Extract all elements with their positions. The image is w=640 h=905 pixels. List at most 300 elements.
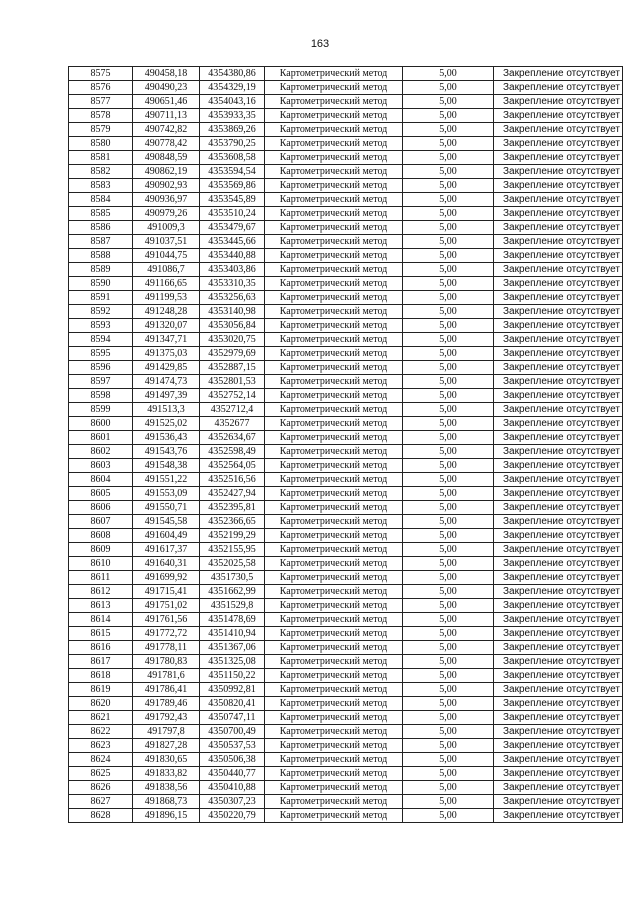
table-row <box>69 305 623 319</box>
table-row <box>69 431 623 445</box>
accuracy-cell: 5,00 <box>403 165 494 179</box>
fixation-cell: Закрепление отсутствует <box>494 431 623 445</box>
accuracy-cell: 5,00 <box>403 683 494 697</box>
coord-x: 491751,02 <box>133 599 200 613</box>
table-row <box>69 109 623 123</box>
table-row <box>69 389 623 403</box>
coord-y: 4353933,35 <box>200 109 265 123</box>
method-cell: Картометрический метод <box>265 347 403 361</box>
accuracy-cell: 5,00 <box>403 123 494 137</box>
table-row <box>69 753 623 767</box>
coord-x: 491320,07 <box>133 319 200 333</box>
method-cell: Картометрический метод <box>265 249 403 263</box>
point-number: 8614 <box>69 613 133 627</box>
method-cell: Картометрический метод <box>265 529 403 543</box>
point-number: 8586 <box>69 221 133 235</box>
method-cell: Картометрический метод <box>265 809 403 823</box>
coord-x: 491086,7 <box>133 263 200 277</box>
fixation-cell: Закрепление отсутствует <box>494 669 623 683</box>
accuracy-cell: 5,00 <box>403 291 494 305</box>
method-cell: Картометрический метод <box>265 95 403 109</box>
method-cell: Картометрический метод <box>265 739 403 753</box>
fixation-cell: Закрепление отсутствует <box>494 417 623 431</box>
point-number: 8589 <box>69 263 133 277</box>
point-number: 8604 <box>69 473 133 487</box>
coord-y: 4352979,69 <box>200 347 265 361</box>
accuracy-cell: 5,00 <box>403 711 494 725</box>
fixation-cell: Закрепление отсутствует <box>494 571 623 585</box>
accuracy-cell: 5,00 <box>403 249 494 263</box>
method-cell: Картометрический метод <box>265 179 403 193</box>
coord-y: 4353608,58 <box>200 151 265 165</box>
coord-y: 4353403,86 <box>200 263 265 277</box>
coord-x: 491797,8 <box>133 725 200 739</box>
fixation-cell: Закрепление отсутствует <box>494 557 623 571</box>
table-row <box>69 655 623 669</box>
table-row <box>69 319 623 333</box>
accuracy-cell: 5,00 <box>403 375 494 389</box>
fixation-cell: Закрепление отсутствует <box>494 361 623 375</box>
point-number: 8592 <box>69 305 133 319</box>
accuracy-cell: 5,00 <box>403 431 494 445</box>
coord-x: 491838,56 <box>133 781 200 795</box>
coord-y: 4351325,08 <box>200 655 265 669</box>
table-row <box>69 473 623 487</box>
coord-y: 4353310,35 <box>200 277 265 291</box>
fixation-cell: Закрепление отсутствует <box>494 165 623 179</box>
accuracy-cell: 5,00 <box>403 389 494 403</box>
method-cell: Картометрический метод <box>265 235 403 249</box>
point-number: 8575 <box>69 67 133 81</box>
method-cell: Картометрический метод <box>265 627 403 641</box>
accuracy-cell: 5,00 <box>403 753 494 767</box>
method-cell: Картометрический метод <box>265 697 403 711</box>
point-number: 8610 <box>69 557 133 571</box>
accuracy-cell: 5,00 <box>403 725 494 739</box>
coord-y: 4351529,8 <box>200 599 265 613</box>
point-number: 8597 <box>69 375 133 389</box>
method-cell: Картометрический метод <box>265 669 403 683</box>
table-row <box>69 585 623 599</box>
fixation-cell: Закрепление отсутствует <box>494 179 623 193</box>
coord-y: 4353869,26 <box>200 123 265 137</box>
accuracy-cell: 5,00 <box>403 767 494 781</box>
coord-x: 491868,73 <box>133 795 200 809</box>
method-cell: Картометрический метод <box>265 333 403 347</box>
table-row <box>69 291 623 305</box>
coord-x: 491037,51 <box>133 235 200 249</box>
fixation-cell: Закрепление отсутствует <box>494 67 623 81</box>
table-row <box>69 459 623 473</box>
method-cell: Картометрический метод <box>265 389 403 403</box>
point-number: 8603 <box>69 459 133 473</box>
accuracy-cell: 5,00 <box>403 529 494 543</box>
coord-y: 4351150,22 <box>200 669 265 683</box>
fixation-cell: Закрепление отсутствует <box>494 655 623 669</box>
method-cell: Картометрический метод <box>265 585 403 599</box>
coord-x: 491548,38 <box>133 459 200 473</box>
accuracy-cell: 5,00 <box>403 81 494 95</box>
coord-y: 4350747,11 <box>200 711 265 725</box>
accuracy-cell: 5,00 <box>403 361 494 375</box>
fixation-cell: Закрепление отсутствует <box>494 333 623 347</box>
coord-y: 4353056,84 <box>200 319 265 333</box>
table-row <box>69 501 623 515</box>
coord-x: 491550,71 <box>133 501 200 515</box>
method-cell: Картометрический метод <box>265 123 403 137</box>
coord-x: 491474,73 <box>133 375 200 389</box>
coord-y: 4353510,24 <box>200 207 265 221</box>
fixation-cell: Закрепление отсутствует <box>494 151 623 165</box>
method-cell: Картометрический метод <box>265 711 403 725</box>
coord-y: 4353569,86 <box>200 179 265 193</box>
point-number: 8612 <box>69 585 133 599</box>
accuracy-cell: 5,00 <box>403 599 494 613</box>
accuracy-cell: 5,00 <box>403 221 494 235</box>
coord-x: 491525,02 <box>133 417 200 431</box>
method-cell: Картометрический метод <box>265 445 403 459</box>
table-row <box>69 809 623 823</box>
table-row <box>69 193 623 207</box>
coord-x: 491896,15 <box>133 809 200 823</box>
table-row <box>69 403 623 417</box>
fixation-cell: Закрепление отсутствует <box>494 389 623 403</box>
coord-x: 491640,31 <box>133 557 200 571</box>
point-number: 8588 <box>69 249 133 263</box>
accuracy-cell: 5,00 <box>403 319 494 333</box>
coord-x: 491699,92 <box>133 571 200 585</box>
accuracy-cell: 5,00 <box>403 235 494 249</box>
point-number: 8606 <box>69 501 133 515</box>
fixation-cell: Закрепление отсутствует <box>494 627 623 641</box>
accuracy-cell: 5,00 <box>403 403 494 417</box>
accuracy-cell: 5,00 <box>403 543 494 557</box>
point-number: 8596 <box>69 361 133 375</box>
accuracy-cell: 5,00 <box>403 739 494 753</box>
table-row <box>69 795 623 809</box>
coord-y: 4352598,49 <box>200 445 265 459</box>
coord-x: 491375,03 <box>133 347 200 361</box>
method-cell: Картометрический метод <box>265 473 403 487</box>
method-cell: Картометрический метод <box>265 81 403 95</box>
table-row <box>69 333 623 347</box>
method-cell: Картометрический метод <box>265 487 403 501</box>
method-cell: Картометрический метод <box>265 613 403 627</box>
coord-x: 491248,28 <box>133 305 200 319</box>
fixation-cell: Закрепление отсутствует <box>494 319 623 333</box>
fixation-cell: Закрепление отсутствует <box>494 529 623 543</box>
coord-y: 4350440,77 <box>200 767 265 781</box>
method-cell: Картометрический метод <box>265 557 403 571</box>
point-number: 8616 <box>69 641 133 655</box>
fixation-cell: Закрепление отсутствует <box>494 207 623 221</box>
point-number: 8613 <box>69 599 133 613</box>
coord-y: 4351730,5 <box>200 571 265 585</box>
coord-y: 4352712,4 <box>200 403 265 417</box>
coord-y: 4352366,65 <box>200 515 265 529</box>
coord-x: 490848,59 <box>133 151 200 165</box>
coord-x: 491199,53 <box>133 291 200 305</box>
coord-y: 4350700,49 <box>200 725 265 739</box>
table-row <box>69 235 623 249</box>
method-cell: Картометрический метод <box>265 543 403 557</box>
table-row <box>69 767 623 781</box>
point-number: 8598 <box>69 389 133 403</box>
coord-y: 4352887,15 <box>200 361 265 375</box>
method-cell: Картометрический метод <box>265 375 403 389</box>
point-number: 8628 <box>69 809 133 823</box>
coord-y: 4350992,81 <box>200 683 265 697</box>
method-cell: Картометрический метод <box>265 207 403 221</box>
accuracy-cell: 5,00 <box>403 109 494 123</box>
fixation-cell: Закрепление отсутствует <box>494 277 623 291</box>
coord-x: 491553,09 <box>133 487 200 501</box>
point-number: 8621 <box>69 711 133 725</box>
fixation-cell: Закрепление отсутствует <box>494 739 623 753</box>
fixation-cell: Закрепление отсутствует <box>494 543 623 557</box>
coord-x: 490862,19 <box>133 165 200 179</box>
accuracy-cell: 5,00 <box>403 193 494 207</box>
point-number: 8617 <box>69 655 133 669</box>
table-row <box>69 95 623 109</box>
coord-x: 491543,76 <box>133 445 200 459</box>
fixation-cell: Закрепление отсутствует <box>494 291 623 305</box>
table-row <box>69 571 623 585</box>
accuracy-cell: 5,00 <box>403 207 494 221</box>
method-cell: Картометрический метод <box>265 683 403 697</box>
point-number: 8579 <box>69 123 133 137</box>
method-cell: Картометрический метод <box>265 641 403 655</box>
point-number: 8605 <box>69 487 133 501</box>
coord-x: 491513,3 <box>133 403 200 417</box>
coord-x: 491545,58 <box>133 515 200 529</box>
point-number: 8578 <box>69 109 133 123</box>
coord-x: 491786,41 <box>133 683 200 697</box>
fixation-cell: Закрепление отсутствует <box>494 81 623 95</box>
table-row <box>69 627 623 641</box>
table-row <box>69 641 623 655</box>
accuracy-cell: 5,00 <box>403 571 494 585</box>
point-number: 8615 <box>69 627 133 641</box>
fixation-cell: Закрепление отсутствует <box>494 487 623 501</box>
accuracy-cell: 5,00 <box>403 781 494 795</box>
coord-x: 490979,26 <box>133 207 200 221</box>
fixation-cell: Закрепление отсутствует <box>494 403 623 417</box>
method-cell: Картометрический метод <box>265 725 403 739</box>
coord-y: 4350410,88 <box>200 781 265 795</box>
fixation-cell: Закрепление отсутствует <box>494 193 623 207</box>
coord-x: 491780,83 <box>133 655 200 669</box>
coord-y: 4352564,05 <box>200 459 265 473</box>
method-cell: Картометрический метод <box>265 501 403 515</box>
method-cell: Картометрический метод <box>265 403 403 417</box>
coordinates-table <box>68 66 623 823</box>
accuracy-cell: 5,00 <box>403 445 494 459</box>
fixation-cell: Закрепление отсутствует <box>494 809 623 823</box>
point-number: 8609 <box>69 543 133 557</box>
point-number: 8595 <box>69 347 133 361</box>
accuracy-cell: 5,00 <box>403 487 494 501</box>
coord-x: 490458,18 <box>133 67 200 81</box>
fixation-cell: Закрепление отсутствует <box>494 95 623 109</box>
table-row <box>69 179 623 193</box>
coord-y: 4354380,86 <box>200 67 265 81</box>
accuracy-cell: 5,00 <box>403 151 494 165</box>
coord-y: 4354043,16 <box>200 95 265 109</box>
method-cell: Картометрический метод <box>265 137 403 151</box>
table-row <box>69 781 623 795</box>
accuracy-cell: 5,00 <box>403 137 494 151</box>
table-row <box>69 487 623 501</box>
method-cell: Картометрический метод <box>265 795 403 809</box>
point-number: 8607 <box>69 515 133 529</box>
coord-x: 491347,71 <box>133 333 200 347</box>
table-row <box>69 683 623 697</box>
table-row <box>69 725 623 739</box>
coord-x: 490936,97 <box>133 193 200 207</box>
point-number: 8583 <box>69 179 133 193</box>
table-row <box>69 277 623 291</box>
coord-x: 490902,93 <box>133 179 200 193</box>
accuracy-cell: 5,00 <box>403 501 494 515</box>
table-row <box>69 165 623 179</box>
point-number: 8602 <box>69 445 133 459</box>
table-row <box>69 375 623 389</box>
table-row <box>69 347 623 361</box>
coord-y: 4351410,94 <box>200 627 265 641</box>
coord-x: 491827,28 <box>133 739 200 753</box>
accuracy-cell: 5,00 <box>403 557 494 571</box>
coord-y: 4353445,66 <box>200 235 265 249</box>
accuracy-cell: 5,00 <box>403 613 494 627</box>
point-number: 8591 <box>69 291 133 305</box>
point-number: 8622 <box>69 725 133 739</box>
fixation-cell: Закрепление отсутствует <box>494 599 623 613</box>
table-row <box>69 263 623 277</box>
table-row <box>69 711 623 725</box>
fixation-cell: Закрепление отсутствует <box>494 585 623 599</box>
coord-y: 4353479,67 <box>200 221 265 235</box>
coord-x: 491536,43 <box>133 431 200 445</box>
point-number: 8580 <box>69 137 133 151</box>
fixation-cell: Закрепление отсутствует <box>494 123 623 137</box>
fixation-cell: Закрепление отсутствует <box>494 263 623 277</box>
point-number: 8619 <box>69 683 133 697</box>
coord-x: 491761,56 <box>133 613 200 627</box>
fixation-cell: Закрепление отсутствует <box>494 445 623 459</box>
coord-x: 491429,85 <box>133 361 200 375</box>
coord-y: 4351478,69 <box>200 613 265 627</box>
coord-y: 4353790,25 <box>200 137 265 151</box>
method-cell: Картометрический метод <box>265 599 403 613</box>
accuracy-cell: 5,00 <box>403 67 494 81</box>
coord-x: 491781,6 <box>133 669 200 683</box>
fixation-cell: Закрепление отсутствует <box>494 109 623 123</box>
table-row <box>69 599 623 613</box>
accuracy-cell: 5,00 <box>403 459 494 473</box>
accuracy-cell: 5,00 <box>403 795 494 809</box>
fixation-cell: Закрепление отсутствует <box>494 613 623 627</box>
method-cell: Картометрический метод <box>265 417 403 431</box>
coord-x: 491497,39 <box>133 389 200 403</box>
point-number: 8608 <box>69 529 133 543</box>
method-cell: Картометрический метод <box>265 431 403 445</box>
fixation-cell: Закрепление отсутствует <box>494 305 623 319</box>
point-number: 8627 <box>69 795 133 809</box>
table-row <box>69 249 623 263</box>
point-number: 8576 <box>69 81 133 95</box>
coord-y: 4352677 <box>200 417 265 431</box>
method-cell: Картометрический метод <box>265 193 403 207</box>
fixation-cell: Закрепление отсутствует <box>494 711 623 725</box>
point-number: 8584 <box>69 193 133 207</box>
point-number: 8593 <box>69 319 133 333</box>
fixation-cell: Закрепление отсутствует <box>494 473 623 487</box>
method-cell: Картометрический метод <box>265 767 403 781</box>
fixation-cell: Закрепление отсутствует <box>494 375 623 389</box>
coord-x: 491009,3 <box>133 221 200 235</box>
table-row <box>69 207 623 221</box>
coord-y: 4352427,94 <box>200 487 265 501</box>
coord-x: 491830,65 <box>133 753 200 767</box>
coord-x: 491044,75 <box>133 249 200 263</box>
accuracy-cell: 5,00 <box>403 95 494 109</box>
coord-y: 4352801,53 <box>200 375 265 389</box>
table-row <box>69 613 623 627</box>
method-cell: Картометрический метод <box>265 109 403 123</box>
table-row <box>69 137 623 151</box>
point-number: 8625 <box>69 767 133 781</box>
accuracy-cell: 5,00 <box>403 655 494 669</box>
coord-y: 4352025,58 <box>200 557 265 571</box>
method-cell: Картометрический метод <box>265 361 403 375</box>
point-number: 8626 <box>69 781 133 795</box>
coord-y: 4351662,99 <box>200 585 265 599</box>
fixation-cell: Закрепление отсутствует <box>494 347 623 361</box>
table-row <box>69 151 623 165</box>
fixation-cell: Закрепление отсутствует <box>494 515 623 529</box>
method-cell: Картометрический метод <box>265 221 403 235</box>
table-row <box>69 445 623 459</box>
method-cell: Картометрический метод <box>265 305 403 319</box>
table-row <box>69 123 623 137</box>
method-cell: Картометрический метод <box>265 67 403 81</box>
table-row <box>69 417 623 431</box>
fixation-cell: Закрепление отсутствует <box>494 697 623 711</box>
point-number: 8601 <box>69 431 133 445</box>
accuracy-cell: 5,00 <box>403 473 494 487</box>
accuracy-cell: 5,00 <box>403 347 494 361</box>
table-row <box>69 361 623 375</box>
coord-x: 490778,42 <box>133 137 200 151</box>
coord-y: 4350506,38 <box>200 753 265 767</box>
page-number: 163 <box>310 38 330 50</box>
point-number: 8594 <box>69 333 133 347</box>
fixation-cell: Закрепление отсутствует <box>494 683 623 697</box>
point-number: 8590 <box>69 277 133 291</box>
point-number: 8581 <box>69 151 133 165</box>
table-row <box>69 515 623 529</box>
coord-y: 4352155,95 <box>200 543 265 557</box>
method-cell: Картометрический метод <box>265 571 403 585</box>
accuracy-cell: 5,00 <box>403 333 494 347</box>
coord-x: 491789,46 <box>133 697 200 711</box>
fixation-cell: Закрепление отсутствует <box>494 795 623 809</box>
coord-y: 4351367,06 <box>200 641 265 655</box>
table-row <box>69 739 623 753</box>
table-row <box>69 529 623 543</box>
method-cell: Картометрический метод <box>265 459 403 473</box>
